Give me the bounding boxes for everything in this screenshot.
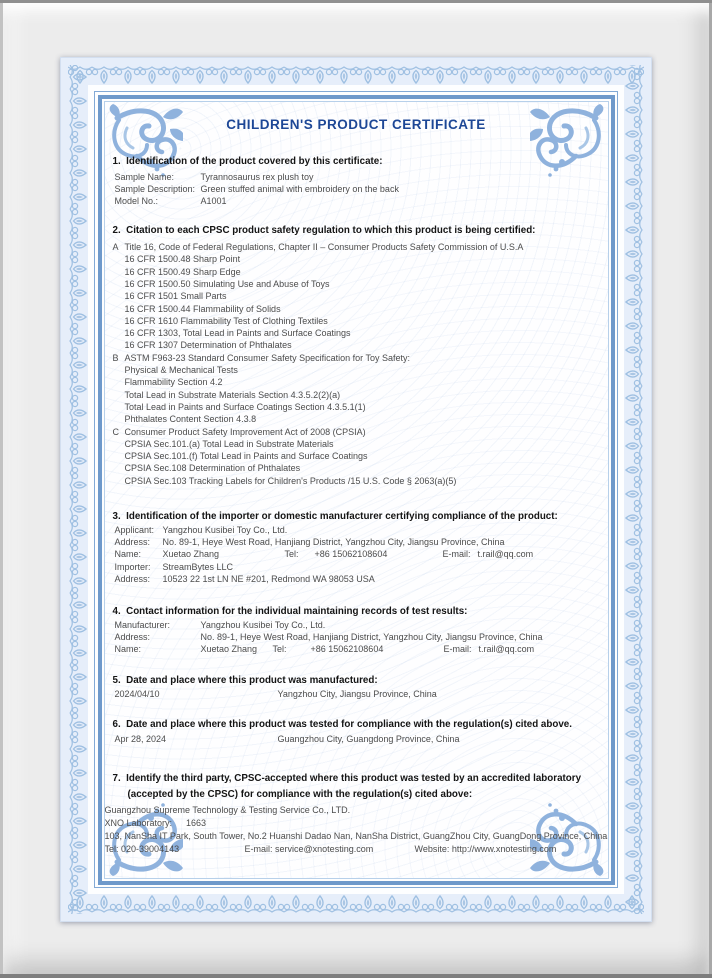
field-value: 10523 22 1st LN NE #201, Redmond WA 98053 USA: [162, 573, 375, 584]
lab-email-group: [245, 843, 415, 856]
section-7-heading-line1: 7. Identify the third party, CPSC-accepted where this product was tested by an accredited laboratory: [112, 773, 582, 785]
outer-rule-border: [94, 91, 618, 888]
field-label: E-mail:: [443, 644, 472, 655]
test-place: Guangzhou City, Guangdong Province, China: [277, 733, 460, 744]
group-letter: C: [112, 426, 119, 437]
field-row: [115, 183, 608, 195]
field-row: [115, 573, 608, 585]
field-value: Xuetao Zhang: [162, 549, 220, 560]
field-label: Tel:: [272, 644, 287, 655]
test-date: Apr 28, 2024: [114, 733, 167, 744]
field-value: A1001: [200, 195, 227, 206]
contact-row: [115, 548, 608, 560]
field-value: Tyrannosaurus rex plush toy: [200, 171, 314, 182]
field-value: No. 89-1, Heye West Road, Hanjiang District, Yangzhou City, Jiangsu Province, China: [200, 632, 543, 643]
regulation-group-head: [113, 241, 608, 253]
regulation-item: 16 CFR 1500.49 Sharp Edge: [124, 266, 241, 277]
group-intro: Title 16, Code of Federal Regulations, Chapter II – Consumer Products Safety Commission of U.S.A: [124, 242, 524, 253]
thick-rule-border: [98, 95, 615, 885]
field-value: No. 89-1, Heye West Road, Hanjiang District, Yangzhou City, Jiangsu Province, China: [162, 537, 505, 548]
regulation-item: 16 CFR 1500.44 Flammability of Solids: [124, 303, 281, 314]
section-7-heading-line2: (accepted by the CPSC) for compliance with the regulation(s) cited above:: [127, 788, 473, 800]
group-letter: B: [112, 352, 119, 363]
section-3-heading: 3. Identification of the importer or domestic manufacturer certifying compliance of the product:: [112, 511, 558, 523]
field-value: Yangzhou Kusibei Toy Co., Ltd.: [162, 525, 288, 536]
date-place-row: [115, 688, 608, 700]
field-value: Green stuffed animal with embroidery on the back: [200, 183, 399, 194]
field-row: [115, 171, 608, 183]
section-4-heading: 4. Contact information for the individual maintaining records of test results:: [112, 606, 468, 618]
field-label: Address:: [114, 537, 151, 548]
regulation-item: Flammability Section 4.2: [124, 377, 223, 388]
certificate-paper: [60, 57, 652, 922]
regulation-item: Phthalates Content Section 4.3.8: [124, 414, 257, 425]
field-label: Address:: [114, 632, 151, 643]
field-value: +86 15062108604: [314, 549, 388, 560]
section-4: [105, 605, 608, 656]
regulation-item: Total Lead in Substrate Materials Section 4.3.5.2(2)(a): [124, 389, 341, 400]
regulation-item: CPSIA Sec.101.(a) Total Lead in Substrate Materials: [124, 438, 334, 449]
certificate-title: CHILDREN'S PRODUCT CERTIFICATE: [226, 116, 486, 132]
regulation-item: CPSIA Sec.108 Determination of Phthalates: [124, 463, 301, 474]
section-1-heading: 1. Identification of the product covered by this certificate:: [112, 155, 383, 167]
regulation-item: 16 CFR 1500.50 Simulating Use and Abuse of Toys: [124, 279, 330, 289]
field-label: Applicant:: [114, 525, 155, 536]
section-6: [105, 718, 608, 745]
field-label: Name:: [114, 644, 142, 655]
field-label: Manufacturer:: [114, 620, 171, 631]
date-place-row: [115, 733, 608, 745]
regulation-item: 16 CFR 1501 Small Parts: [124, 291, 227, 302]
field-value: +86 15062108604: [310, 644, 384, 655]
group-letter: A: [112, 242, 119, 253]
field-value: Yangzhou Kusibei Toy Co., Ltd.: [200, 620, 326, 631]
lab-name: Guangzhou Supreme Technology & Testing Service Co., LTD.: [104, 805, 351, 816]
group-intro: ASTM F963-23 Standard Consumer Safety Specification for Toy Safety:: [124, 352, 410, 363]
section-5: [105, 674, 608, 700]
certificate-content: [105, 102, 608, 878]
field-value: t.rail@qq.com: [478, 644, 535, 655]
section-2: [105, 224, 608, 487]
lab-number-label: XNO Laboratory:: [104, 818, 173, 829]
field-row: [115, 631, 608, 643]
contact-row: [115, 643, 608, 655]
lab-tel: 020-39004143: [121, 844, 180, 855]
lab-website: http://www.xnotesting.com: [451, 844, 557, 855]
field-value: Xuetao Zhang: [200, 644, 258, 655]
lab-tel-label: Tel:: [104, 844, 119, 855]
field-label: Name:: [114, 549, 142, 560]
section-7: [105, 771, 608, 856]
lab-website-label: Website:: [414, 844, 450, 855]
regulation-group-head: [113, 426, 608, 438]
section-3: [105, 510, 608, 585]
regulation-item: 16 CFR 1610 Flammability Test of Clothing Textiles: [124, 315, 328, 326]
regulation-item: 16 CFR 1303, Total Lead in Paints and Surface Coatings: [124, 328, 351, 339]
lab-contact-row: [105, 843, 608, 856]
field-label: Sample Description:: [114, 183, 196, 194]
field-label: Address:: [114, 573, 151, 584]
section-1: [105, 155, 608, 208]
section-6-heading: 6. Date and place where this product was tested for compliance with the regulation(s) cited above.: [112, 718, 572, 730]
lab-number: 1663: [186, 818, 207, 829]
regulation-item: Physical & Mechanical Tests: [124, 365, 238, 376]
regulation-item: CPSIA Sec.101.(f) Total Lead in Paints and Surface Coatings: [124, 451, 368, 462]
section-5-heading: 5. Date and place where this product was manufactured:: [112, 674, 378, 686]
regulation-item: Total Lead in Paints and Surface Coatings Section 4.3.5.1(1): [124, 401, 366, 412]
inner-rule-border: [104, 101, 609, 879]
field-row: [115, 524, 608, 536]
lab-number-row: [105, 817, 608, 830]
lab-address: 103, NanSha IT Park, South Tower, No.2 Huanshi Dadao Nan, NanSha District, GuangZhou City, GuangDong Province, China: [104, 831, 608, 842]
field-label: Importer:: [114, 561, 151, 572]
field-row: [115, 195, 608, 207]
field-value: t.rail@qq.com: [477, 549, 534, 560]
regulation-item: 16 CFR 1307 Determination of Phthalates: [124, 340, 292, 351]
field-label: Sample Name:: [114, 171, 175, 182]
field-row: [115, 536, 608, 548]
regulation-item: CPSIA Sec.103 Tracking Labels for Children's Products /15 U.S. Code § 2063(a)(5): [124, 475, 457, 486]
field-label: E-mail:: [442, 549, 471, 560]
lab-website-group: [415, 844, 557, 854]
field-label: Model No.:: [114, 195, 159, 206]
lab-tel-group: [105, 843, 245, 856]
field-row: [115, 561, 608, 573]
manufacture-date: 2024/04/10: [114, 688, 160, 699]
group-intro: Consumer Product Safety Improvement Act of 2008 (CPSIA): [124, 426, 366, 437]
field-row: [115, 619, 608, 631]
lab-email: service@xnotesting.com: [275, 844, 374, 855]
section-2-heading: 2. Citation to each CPSC product safety regulation to which this product is being certified:: [112, 225, 536, 237]
regulation-item: 16 CFR 1500.48 Sharp Point: [124, 254, 241, 265]
regulation-group-head: [113, 352, 608, 364]
manufacture-place: Yangzhou City, Jiangsu Province, China: [277, 688, 437, 699]
field-value: StreamBytes LLC: [162, 561, 234, 572]
field-label: Tel:: [284, 549, 299, 560]
lab-email-label: E-mail:: [244, 844, 273, 855]
